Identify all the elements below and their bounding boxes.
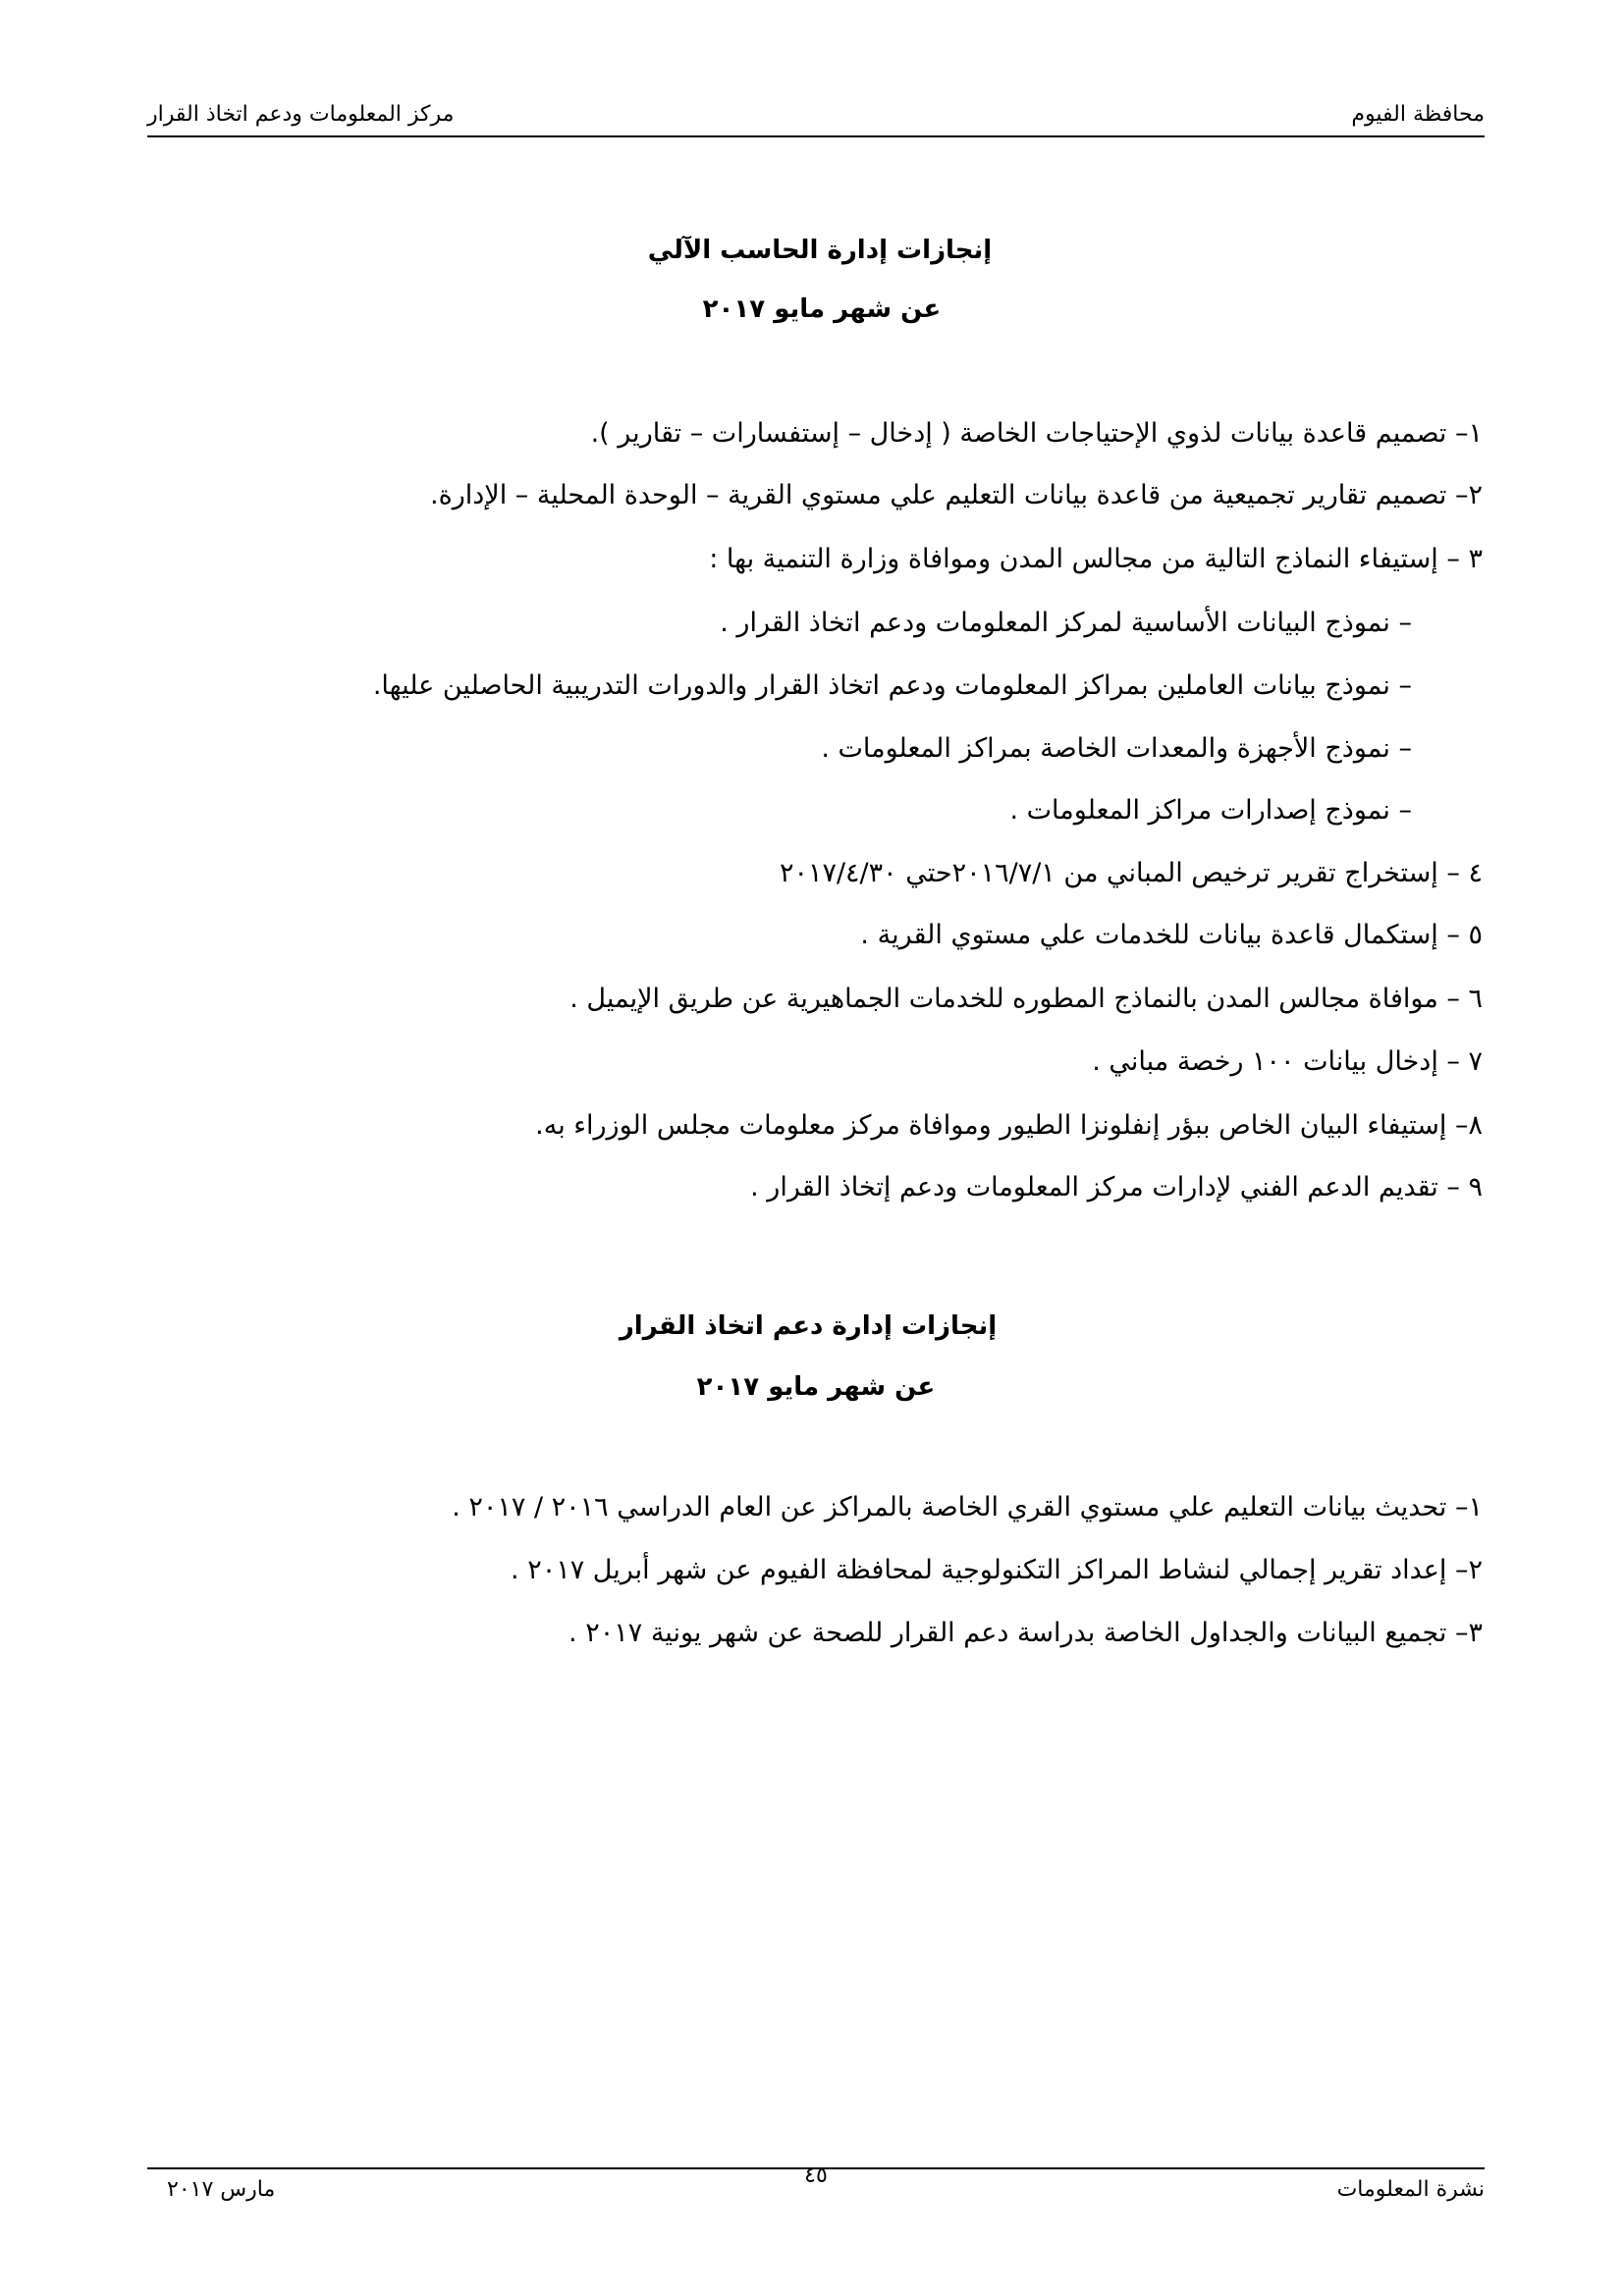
page-number: ٤٥ xyxy=(804,2163,828,2188)
section1-item: ١– تصميم قاعدة بيانات لذوي الإحتياجات الخاصة ( إدخال – إستفسارات – تقارير ). xyxy=(590,418,1483,449)
section2-title: إنجازات إدارة دعم اتخاذ القرار xyxy=(619,1311,998,1341)
section1-item: ٢– تصميم تقارير تجميعية من قاعدة بيانات التعليم علي مستوي القرية – الوحدة المحلية – الإدارة. xyxy=(430,480,1483,510)
header-center-name: مركز المعلومات ودعم اتخاذ القرار xyxy=(147,102,455,127)
section1-item: ٨– إستيفاء البيان الخاص ببؤر إنفلونزا الطيور وموافاة مركز معلومات مجلس الوزراء به. xyxy=(535,1110,1483,1141)
section1-item: ٩ – تقديم الدعم الفني لإدارات مركز المعلومات ودعم إتخاذ القرار . xyxy=(750,1172,1483,1202)
section2-item: ١– تحديث بيانات التعليم علي مستوي القري الخاصة بالمراكز عن العام الدراسي ٢٠١٦ / ٢٠١٧ . xyxy=(452,1492,1483,1522)
footer-issue-date: مارس ٢٠١٧ xyxy=(167,2177,276,2202)
section1-item: ٥ – إستكمال قاعدة بيانات للخدمات علي مستوي القرية . xyxy=(860,920,1483,950)
section1-item: ٣ – إستيفاء النماذج التالية من مجالس المدن وموافاة وزارة التنمية بها : xyxy=(709,544,1483,574)
section1-item: ٤ – إستخراج تقرير ترخيص المباني من ٢٠١٦/٧/١حتي ٢٠١٧/٤/٣٠ xyxy=(779,858,1483,888)
section1-item: ٦ – موافاة مجالس المدن بالنماذج المطوره للخدمات الجماهيرية عن طريق الإيميل . xyxy=(569,984,1483,1014)
section1-subitem: – نموذج بيانات العاملين بمراكز المعلومات ودعم اتخاذ القرار والدورات التدريبية الحاصلين عليها. xyxy=(372,670,1412,701)
footer-publication: نشرة المعلومات xyxy=(1336,2177,1485,2202)
page-header xyxy=(147,100,1485,137)
section2-item: ٣– تجميع البيانات والجداول الخاصة بدراسة دعم القرار للصحة عن شهر يونية ٢٠١٧ . xyxy=(568,1618,1483,1648)
section2-subtitle: عن شهر مايو ٢٠١٧ xyxy=(696,1372,936,1402)
section1-subitem: – نموذج إصدارات مراكز المعلومات . xyxy=(1009,795,1412,826)
section1-item: ٧ – إدخال بيانات ١٠٠ رخصة مباني . xyxy=(1092,1046,1483,1077)
section2-item: ٢– إعداد تقرير إجمالي لنشاط المراكز التكنولوجية لمحافظة الفيوم عن شهر أبريل ٢٠١٧ . xyxy=(511,1555,1483,1585)
section1-subitem: – نموذج البيانات الأساسية لمركز المعلومات ودعم اتخاذ القرار . xyxy=(720,608,1412,638)
page-footer xyxy=(147,2163,1485,2209)
header-governorate: محافظة الفيوم xyxy=(1351,102,1485,127)
section1-subtitle: عن شهر مايو ٢٠١٧ xyxy=(702,294,942,324)
section1-title: إنجازات إدارة الحاسب الآلي xyxy=(647,236,993,265)
section1-subitem: – نموذج الأجهزة والمعدات الخاصة بمراكز المعلومات . xyxy=(821,733,1412,764)
